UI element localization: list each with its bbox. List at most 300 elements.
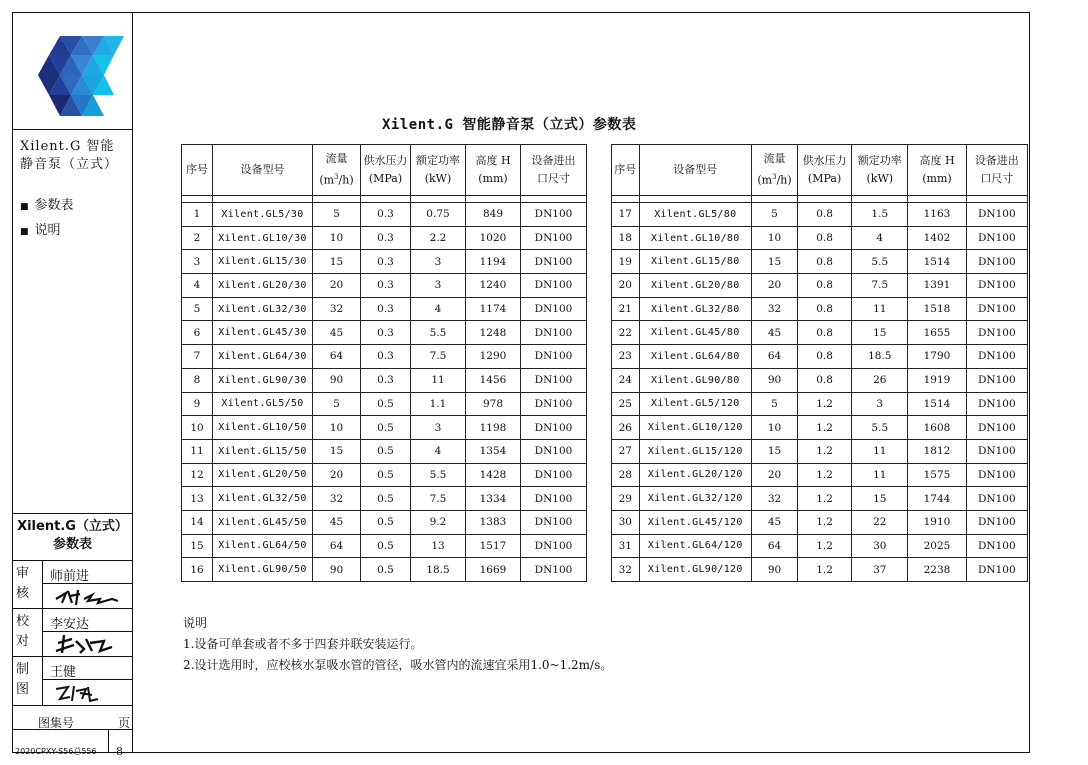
cell-no: 30 (612, 510, 640, 534)
cell-height: 1514 (908, 250, 966, 274)
header-port: 设备进出 口尺寸 (521, 145, 587, 196)
cell-pressure: 1.2 (798, 463, 852, 487)
draw-name: 王健 (50, 665, 77, 680)
cell-model: Xilent.GL90/30 (213, 368, 313, 392)
cell-power: 5.5 (852, 416, 908, 440)
header-no: 序号 (182, 145, 213, 196)
table-row (182, 416, 587, 440)
cell-flow: 20 (752, 463, 798, 487)
cell-flow: 64 (752, 534, 798, 558)
cell-power: 7.5 (852, 274, 908, 298)
cell-flow: 5 (313, 203, 361, 227)
cell-pressure: 0.8 (798, 250, 852, 274)
cell-power: 11 (852, 297, 908, 321)
cell-model: Xilent.GL15/30 (213, 250, 313, 274)
cell-pressure: 0.3 (361, 368, 411, 392)
table-row (182, 203, 587, 227)
cell-port: DN100 (521, 345, 587, 369)
cell-power: 22 (852, 510, 908, 534)
cell-model: Xilent.GL5/120 (639, 392, 751, 416)
sidebar-divider (12, 656, 133, 657)
review-signature-icon (52, 587, 122, 607)
cell-model: Xilent.GL10/30 (213, 226, 313, 250)
table-row (182, 510, 587, 534)
cell-port: DN100 (521, 487, 587, 511)
cell-no: 5 (182, 297, 213, 321)
table-row (612, 250, 1028, 274)
cell-pressure: 1.2 (798, 534, 852, 558)
header-height: 高度 H (mm) (908, 145, 966, 196)
sidebar-divider (42, 631, 133, 632)
table-row (612, 510, 1028, 534)
company-logo-icon (38, 36, 124, 118)
cell-port: DN100 (521, 321, 587, 345)
cell-power: 3 (411, 274, 466, 298)
table-row (612, 416, 1028, 440)
cell-height: 1910 (908, 510, 966, 534)
draw-signature-icon (52, 683, 112, 703)
sidebar-divider (108, 729, 109, 753)
header-power: 额定功率 (kW) (411, 145, 466, 196)
cell-height: 1518 (908, 297, 966, 321)
header-flow: 流量 $(m^3/h)$ (313, 145, 361, 196)
sidebar-divider (12, 729, 133, 730)
cell-power: 0.75 (411, 203, 466, 227)
cell-height: 1428 (466, 463, 521, 487)
table-header-row (612, 145, 1028, 196)
params-table-right (611, 144, 1028, 582)
cell-port: DN100 (521, 226, 587, 250)
cell-power: 3 (411, 416, 466, 440)
cell-no: 20 (612, 274, 640, 298)
cell-height: 2238 (908, 558, 966, 582)
table-header-row (182, 145, 587, 196)
table-row (612, 321, 1028, 345)
cell-no: 22 (612, 321, 640, 345)
cell-pressure: 0.3 (361, 250, 411, 274)
cell-pressure: 0.5 (361, 558, 411, 582)
table-row (612, 368, 1028, 392)
cell-pressure: 0.5 (361, 510, 411, 534)
cell-flow: 32 (313, 487, 361, 511)
cell-model: Xilent.GL32/30 (213, 297, 313, 321)
cell-port: DN100 (521, 463, 587, 487)
cell-model: Xilent.GL45/120 (639, 510, 751, 534)
cell-model: Xilent.GL5/80 (639, 203, 751, 227)
cell-power: 1.1 (411, 392, 466, 416)
cell-power: 3 (852, 392, 908, 416)
check-signature-icon (52, 633, 122, 655)
cell-flow: 5 (752, 203, 798, 227)
cell-pressure: 0.3 (361, 226, 411, 250)
cell-pressure: 0.5 (361, 416, 411, 440)
cell-flow: 45 (313, 321, 361, 345)
cell-no: 1 (182, 203, 213, 227)
cell-power: 5.5 (411, 463, 466, 487)
sidebar-link-notes[interactable]: ■ 说明 (20, 223, 61, 238)
cell-no: 11 (182, 439, 213, 463)
cell-power: 1.5 (852, 203, 908, 227)
cell-no: 27 (612, 439, 640, 463)
cell-flow: 20 (313, 274, 361, 298)
cell-height: 978 (466, 392, 521, 416)
cell-no: 6 (182, 321, 213, 345)
cell-flow: 90 (313, 558, 361, 582)
cell-flow: 45 (313, 510, 361, 534)
cell-pressure: 0.5 (361, 392, 411, 416)
cell-pressure: 0.5 (361, 439, 411, 463)
cell-port: DN100 (966, 463, 1027, 487)
cell-height: 1240 (466, 274, 521, 298)
cell-model: Xilent.GL90/50 (213, 558, 313, 582)
cell-pressure: 0.8 (798, 345, 852, 369)
cell-port: DN100 (966, 510, 1027, 534)
draw-label: 制图 (16, 662, 30, 697)
cell-flow: 32 (752, 297, 798, 321)
cell-pressure: 0.3 (361, 203, 411, 227)
cell-port: DN100 (521, 203, 587, 227)
cell-power: 11 (852, 463, 908, 487)
cell-port: DN100 (966, 558, 1027, 582)
sidebar-title: Xilent.G 智能静音泵（立式） (20, 139, 119, 172)
header-model: 设备型号 (639, 145, 751, 196)
cell-model: Xilent.GL64/120 (639, 534, 751, 558)
cell-power: 37 (852, 558, 908, 582)
cell-flow: 5 (313, 392, 361, 416)
cell-height: 1198 (466, 416, 521, 440)
check-label: 校对 (16, 614, 30, 649)
cell-no: 7 (182, 345, 213, 369)
cell-height: 2025 (908, 534, 966, 558)
cell-height: 1456 (466, 368, 521, 392)
cell-port: DN100 (966, 439, 1027, 463)
cell-height: 1194 (466, 250, 521, 274)
cell-flow: 90 (313, 368, 361, 392)
cell-power: 18.5 (852, 345, 908, 369)
cell-height: 1020 (466, 226, 521, 250)
cell-power: 2.2 (411, 226, 466, 250)
check-name: 李安达 (50, 617, 90, 632)
cell-flow: 10 (752, 226, 798, 250)
cell-model: Xilent.GL45/50 (213, 510, 313, 534)
cell-flow: 64 (752, 345, 798, 369)
cell-power: 15 (852, 321, 908, 345)
sidebar (12, 12, 133, 758)
cell-model: Xilent.GL32/50 (213, 487, 313, 511)
cell-no: 24 (612, 368, 640, 392)
cell-port: DN100 (966, 487, 1027, 511)
cell-port: DN100 (521, 439, 587, 463)
cell-flow: 32 (752, 487, 798, 511)
cell-power: 26 (852, 368, 908, 392)
cell-no: 8 (182, 368, 213, 392)
cell-pressure: 1.2 (798, 439, 852, 463)
cell-no: 15 (182, 534, 213, 558)
cell-no: 9 (182, 392, 213, 416)
cell-flow: 15 (313, 250, 361, 274)
cell-no: 18 (612, 226, 640, 250)
table-row (612, 439, 1028, 463)
page-number: 8 (116, 745, 123, 758)
cell-port: DN100 (966, 368, 1027, 392)
cell-height: 1290 (466, 345, 521, 369)
cell-height: 1383 (466, 510, 521, 534)
cell-no: 29 (612, 487, 640, 511)
cell-power: 11 (411, 368, 466, 392)
cell-port: DN100 (966, 203, 1027, 227)
cell-no: 13 (182, 487, 213, 511)
cell-port: DN100 (966, 250, 1027, 274)
cell-pressure: 0.3 (361, 345, 411, 369)
cell-no: 17 (612, 203, 640, 227)
cell-port: DN100 (966, 416, 1027, 440)
cell-power: 3 (411, 250, 466, 274)
cell-model: Xilent.GL20/120 (639, 463, 751, 487)
cell-flow: 10 (752, 416, 798, 440)
sidebar-divider (42, 560, 43, 705)
bullet-icon: ■ (20, 202, 29, 212)
table-row (182, 558, 587, 582)
table-spacer-row (182, 196, 587, 203)
page-label: 页 (118, 716, 131, 730)
header-no: 序号 (612, 145, 640, 196)
cell-pressure: 0.8 (798, 274, 852, 298)
cell-pressure: 0.8 (798, 226, 852, 250)
sidebar-links (20, 194, 74, 244)
cell-model: Xilent.GL45/30 (213, 321, 313, 345)
sidebar-divider (42, 679, 133, 680)
cell-pressure: 0.5 (361, 463, 411, 487)
header-model: 设备型号 (213, 145, 313, 196)
table-row (182, 274, 587, 298)
cell-model: Xilent.GL10/50 (213, 416, 313, 440)
bullet-icon: ■ (20, 227, 29, 237)
cell-no: 21 (612, 297, 640, 321)
cell-flow: 64 (313, 534, 361, 558)
block-title: Xilent.G（立式） 参数表 (17, 519, 128, 552)
cell-pressure: 0.3 (361, 274, 411, 298)
sidebar-divider (12, 513, 133, 514)
table-row (612, 392, 1028, 416)
cell-port: DN100 (966, 345, 1027, 369)
table-row (182, 226, 587, 250)
params-table-left (181, 144, 587, 582)
cell-port: DN100 (521, 368, 587, 392)
table-row (182, 345, 587, 369)
cell-port: DN100 (521, 250, 587, 274)
cell-flow: 10 (313, 416, 361, 440)
cell-model: Xilent.GL90/80 (639, 368, 751, 392)
cell-model: Xilent.GL15/50 (213, 439, 313, 463)
table-row (612, 558, 1028, 582)
table-row (612, 487, 1028, 511)
cell-model: Xilent.GL20/50 (213, 463, 313, 487)
table-row (182, 297, 587, 321)
cell-pressure: 1.2 (798, 392, 852, 416)
sidebar-divider (12, 608, 133, 609)
table-row (182, 487, 587, 511)
table-row (612, 297, 1028, 321)
cell-height: 1812 (908, 439, 966, 463)
cell-no: 19 (612, 250, 640, 274)
cell-port: DN100 (966, 534, 1027, 558)
cell-flow: 15 (752, 250, 798, 274)
cell-height: 1402 (908, 226, 966, 250)
cell-model: Xilent.GL32/80 (639, 297, 751, 321)
cell-model: Xilent.GL45/80 (639, 321, 751, 345)
header-power: 额定功率 (kW) (852, 145, 908, 196)
cell-height: 1354 (466, 439, 521, 463)
cell-height: 849 (466, 203, 521, 227)
cell-power: 5.5 (852, 250, 908, 274)
cell-height: 1174 (466, 297, 521, 321)
cell-port: DN100 (966, 321, 1027, 345)
cell-power: 4 (852, 226, 908, 250)
cell-power: 4 (411, 297, 466, 321)
cell-port: DN100 (966, 297, 1027, 321)
cell-power: 18.5 (411, 558, 466, 582)
header-height: 高度 H (mm) (466, 145, 521, 196)
notes-title: 说明 (183, 616, 208, 630)
cell-height: 1575 (908, 463, 966, 487)
cell-no: 4 (182, 274, 213, 298)
table-row (182, 321, 587, 345)
table-spacer-row (612, 196, 1028, 203)
cell-port: DN100 (521, 297, 587, 321)
cell-pressure: 0.8 (798, 368, 852, 392)
cell-model: Xilent.GL64/50 (213, 534, 313, 558)
cell-height: 1163 (908, 203, 966, 227)
cell-model: Xilent.GL10/80 (639, 226, 751, 250)
table-row (612, 534, 1028, 558)
note-line: 1.设备可单套或者不多于四套并联安装运行。 (183, 637, 423, 651)
cell-model: Xilent.GL20/80 (639, 274, 751, 298)
table-row (182, 439, 587, 463)
table-row (182, 392, 587, 416)
cell-model: Xilent.GL5/30 (213, 203, 313, 227)
cell-port: DN100 (521, 510, 587, 534)
cell-port: DN100 (521, 274, 587, 298)
cell-port: DN100 (521, 392, 587, 416)
review-name: 师前进 (50, 569, 90, 584)
note-line: 2.设计选用时，应校核水泵吸水管的管径，吸水管内的流速宜采用1.0~1.2m/s。 (183, 658, 613, 672)
cell-flow: 90 (752, 558, 798, 582)
cell-power: 13 (411, 534, 466, 558)
atlas-label: 图集号 (38, 716, 75, 730)
cell-no: 26 (612, 416, 640, 440)
cell-pressure: 0.3 (361, 297, 411, 321)
cell-flow: 45 (752, 321, 798, 345)
cell-power: 5.5 (411, 321, 466, 345)
cell-pressure: 0.8 (798, 321, 852, 345)
table-row (182, 368, 587, 392)
cell-pressure: 1.2 (798, 558, 852, 582)
cell-height: 1514 (908, 392, 966, 416)
cell-pressure: 0.8 (798, 203, 852, 227)
cell-no: 28 (612, 463, 640, 487)
cell-height: 1608 (908, 416, 966, 440)
cell-model: Xilent.GL90/120 (639, 558, 751, 582)
header-pressure: 供水压力 (MPa) (798, 145, 852, 196)
atlas-code: 2020CPXY-S56总556 (15, 747, 97, 756)
cell-height: 1391 (908, 274, 966, 298)
cell-pressure: 1.2 (798, 510, 852, 534)
header-port: 设备进出 口尺寸 (966, 145, 1027, 196)
page-title: Xilent.G 智能静音泵（立式）参数表 (382, 117, 637, 133)
notes-section (183, 613, 612, 676)
table-row (182, 534, 587, 558)
cell-power: 15 (852, 487, 908, 511)
sidebar-divider (12, 129, 133, 130)
table-row (182, 463, 587, 487)
sidebar-divider (42, 583, 133, 584)
cell-height: 1655 (908, 321, 966, 345)
sidebar-divider (12, 705, 133, 706)
sidebar-link-params[interactable]: ■ 参数表 (20, 198, 74, 213)
cell-flow: 90 (752, 368, 798, 392)
cell-model: Xilent.GL10/120 (639, 416, 751, 440)
cell-model: Xilent.GL64/80 (639, 345, 751, 369)
cell-pressure: 0.3 (361, 321, 411, 345)
review-label: 审核 (16, 566, 30, 601)
cell-power: 30 (852, 534, 908, 558)
cell-power: 7.5 (411, 487, 466, 511)
cell-height: 1744 (908, 487, 966, 511)
cell-height: 1790 (908, 345, 966, 369)
header-pressure: 供水压力 (MPa) (361, 145, 411, 196)
cell-model: Xilent.GL5/50 (213, 392, 313, 416)
cell-model: Xilent.GL32/120 (639, 487, 751, 511)
cell-power: 4 (411, 439, 466, 463)
cell-no: 31 (612, 534, 640, 558)
cell-flow: 64 (313, 345, 361, 369)
cell-no: 3 (182, 250, 213, 274)
sidebar-divider (12, 560, 133, 561)
cell-flow: 32 (313, 297, 361, 321)
cell-pressure: 0.5 (361, 534, 411, 558)
cell-pressure: 0.5 (361, 487, 411, 511)
cell-height: 1669 (466, 558, 521, 582)
cell-height: 1517 (466, 534, 521, 558)
cell-model: Xilent.GL20/30 (213, 274, 313, 298)
cell-pressure: 1.2 (798, 487, 852, 511)
table-row (612, 345, 1028, 369)
cell-no: 14 (182, 510, 213, 534)
cell-no: 25 (612, 392, 640, 416)
cell-flow: 20 (752, 274, 798, 298)
cell-no: 12 (182, 463, 213, 487)
cell-height: 1248 (466, 321, 521, 345)
table-row (612, 226, 1028, 250)
cell-port: DN100 (521, 534, 587, 558)
cell-flow: 15 (313, 439, 361, 463)
table-row (612, 274, 1028, 298)
cell-flow: 20 (313, 463, 361, 487)
cell-port: DN100 (966, 274, 1027, 298)
cell-no: 32 (612, 558, 640, 582)
cell-power: 9.2 (411, 510, 466, 534)
cell-height: 1919 (908, 368, 966, 392)
table-row (612, 203, 1028, 227)
cell-no: 10 (182, 416, 213, 440)
cell-pressure: 0.8 (798, 297, 852, 321)
table-row (612, 463, 1028, 487)
header-flow: 流量 $(m^3/h)$ (752, 145, 798, 196)
cell-height: 1334 (466, 487, 521, 511)
cell-model: Xilent.GL15/120 (639, 439, 751, 463)
cell-flow: 45 (752, 510, 798, 534)
cell-flow: 5 (752, 392, 798, 416)
